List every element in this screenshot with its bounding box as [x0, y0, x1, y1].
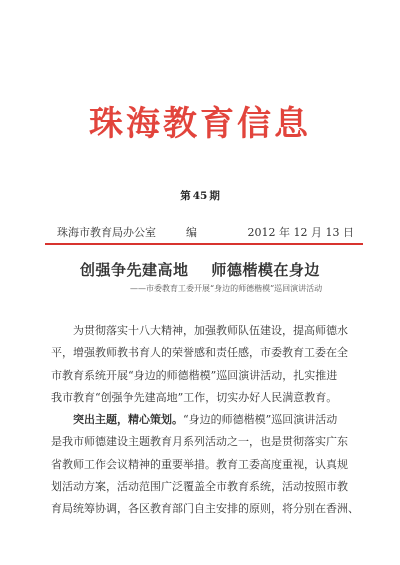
article-title: 创强争先建高地 师德楷模在身边 — [80, 261, 320, 279]
body-line-rest: “身边的师德楷模”巡回演讲活动 — [183, 413, 338, 427]
body-line: 我市教育“创强争先建高地”工作，切实办好人民满意教育。 — [51, 390, 338, 404]
paragraph-lead: 突出主题，精心策划。 — [73, 413, 183, 427]
red-divider — [45, 243, 363, 245]
body-line: 市教育系统开展“身边的师德楷模”巡回演讲活动，扎实推进 — [51, 368, 338, 382]
masthead-title: 珠海教育信息 — [89, 104, 311, 144]
article-body — [51, 320, 357, 521]
body-line-with-lead — [51, 409, 357, 431]
issue-number — [0, 188, 400, 203]
publish-date: 2012 年 12 月 13 日 — [247, 226, 354, 239]
issue-num: 45 — [192, 190, 208, 202]
publisher-office: 珠海市教育局办公室 — [57, 226, 156, 239]
issue-suffix: 期 — [209, 190, 220, 202]
body-line: 育局统筹协调，各区教育部门自主安排的原则，将分别在香洲、 — [51, 502, 359, 516]
body-line: 是我市师德建设主题教育月系列活动之一，也是贯彻落实广东 — [51, 435, 348, 449]
publisher-line — [57, 225, 354, 241]
issue-prefix: 第 — [180, 190, 191, 202]
body-line: 划活动方案，活动范围广泛覆盖全市教育系统，活动按照市教 — [51, 480, 348, 494]
body-line: 为贯彻落实十八大精神，加强教师队伍建设，提高师德水 — [73, 324, 348, 337]
article-subtitle: ——市委教育工委开展“身边的师德楷模”巡回演讲活动 — [130, 284, 323, 293]
body-line: 省教师工作会议精神的重要举措。教育工委高度重视，认真规 — [51, 457, 348, 471]
body-line: 平，增强教师教书育人的荣誉感和责任感，市委教育工委在全 — [51, 346, 348, 360]
edit-label: 编 — [186, 226, 197, 239]
